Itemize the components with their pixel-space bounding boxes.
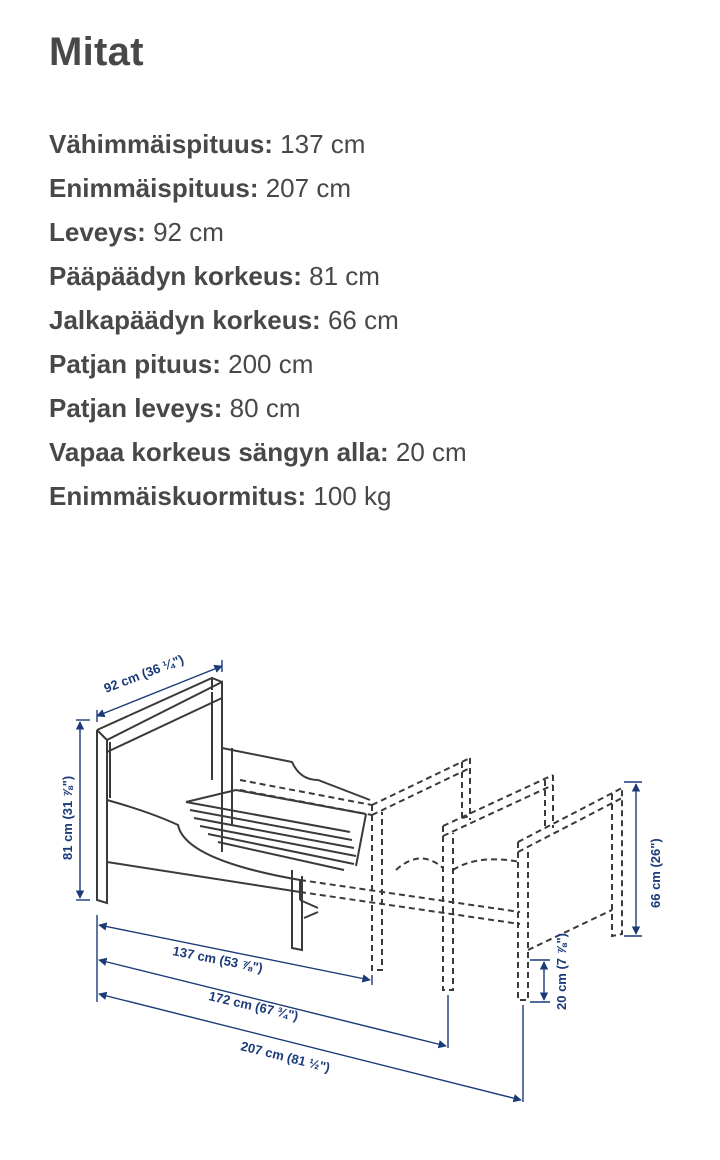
spec-value: 20 cm: [395, 437, 467, 467]
spec-row: [49, 430, 467, 474]
spec-row: [49, 166, 467, 210]
spec-label: Vapaa korkeus sängyn alla:: [49, 437, 389, 467]
footboard-height-label: 66 cm (26"): [648, 838, 663, 908]
section-title: Mitat: [49, 30, 144, 74]
spec-row: [49, 122, 467, 166]
spec-value: 92 cm: [153, 217, 224, 247]
spec-label: Vähimmäispituus:: [49, 129, 273, 159]
spec-row: [49, 474, 467, 518]
spec-value: 137 cm: [280, 129, 366, 159]
spec-label: Enimmäispituus:: [49, 173, 259, 203]
spec-value: 66 cm: [327, 305, 399, 335]
spec-label: Patjan leveys:: [49, 393, 223, 423]
spec-row: [49, 298, 467, 342]
length-max-label: 207 cm (81 ½"): [239, 1038, 332, 1076]
width-label: 92 cm (36 ¼"): [101, 651, 186, 696]
spec-value: 80 cm: [229, 393, 301, 423]
spec-row: [49, 254, 467, 298]
length-min-label: 137 cm (53 ⅞"): [171, 943, 265, 976]
spec-row: [49, 210, 467, 254]
extendable-bed-dimension-diagram: [0, 630, 720, 1130]
spec-value: 81 cm: [309, 261, 380, 291]
spec-value: 207 cm: [265, 173, 351, 203]
length-mid-label: 172 cm (67 ¾"): [207, 988, 300, 1024]
spec-label: Patjan pituus:: [49, 349, 221, 379]
spec-label: Pääpäädyn korkeus:: [49, 261, 302, 291]
bed-solid-frame: [97, 678, 370, 950]
spec-value: 200 cm: [228, 349, 314, 379]
headboard-height-label: 81 cm (31 ⅞"): [60, 775, 75, 860]
spec-label: Enimmäiskuormitus:: [49, 481, 307, 511]
dimension-spec-list: [49, 122, 467, 518]
spec-value: 100 kg: [313, 481, 392, 511]
spec-label: Jalkapäädyn korkeus:: [49, 305, 321, 335]
clearance-label: 20 cm (7 ⅞"): [554, 933, 569, 1010]
spec-row: [49, 386, 467, 430]
spec-row: [49, 342, 467, 386]
spec-label: Leveys:: [49, 217, 146, 247]
